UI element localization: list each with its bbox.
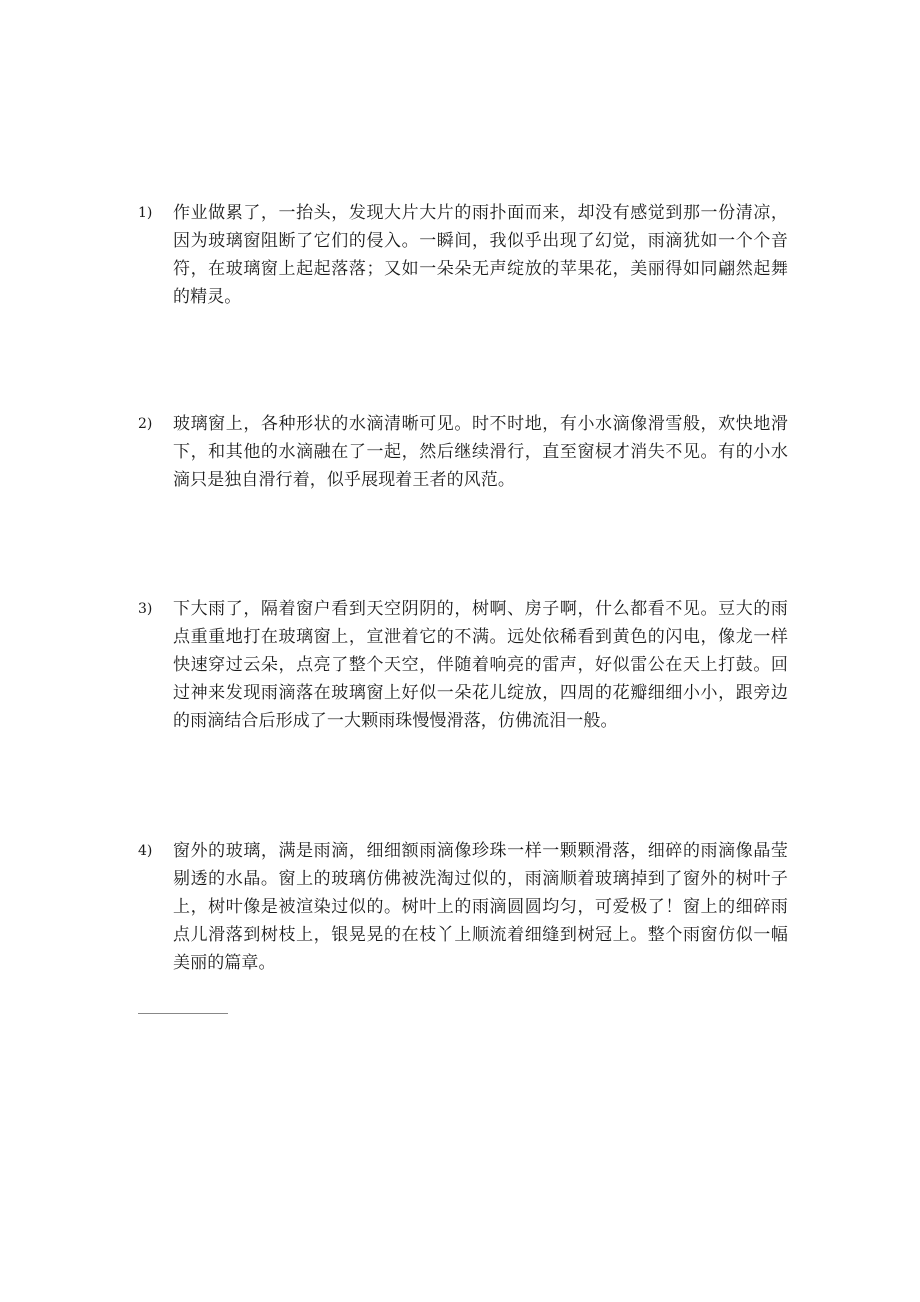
- paragraph-number: 2): [138, 416, 153, 432]
- paragraph-4: [138, 837, 788, 977]
- paragraph-number: 3): [138, 601, 153, 617]
- paragraph-text: 窗外的玻璃，满是雨滴，细细额雨滴像珍珠一样一颗颗滑落，细碎的雨滴像晶莹剔透的水晶。窗上的玻璃仿佛被洗淘过似的，雨滴顺着玻璃掉到了窗外的树叶子上，树叶像是被渲染过似的。树叶上的雨滴圆圆均匀，可爱极了！窗上的细碎雨点儿滑落到树枝上，银晃晃的在枝丫上顺流着细缝到树冠上。整个雨窗仿似一幅美丽的篇章。: [173, 841, 788, 973]
- paragraph-text: 玻璃窗上，各种形状的水滴清晰可见。时不时地，有小水滴像滑雪般，欢快地滑下，和其他的水滴融在了一起，然后继续滑行，直至窗棂才消失不见。有的小水滴只是独自滑行着，似乎展现着王者的风范。: [173, 414, 788, 490]
- paragraph-3: [138, 595, 788, 735]
- paragraph-text: 作业做累了，一抬头，发现大片大片的雨扑面而来，却没有感觉到那一份清凉，因为玻璃窗阻断了它们的侵入。一瞬间，我似乎出现了幻觉，雨滴犹如一个个音符，在玻璃窗上起起落落；又如一朵朵无声绽放的苹果花，美丽得如同翩然起舞的精灵。: [173, 203, 788, 307]
- paragraph-2: [138, 410, 788, 494]
- paragraph-number: 4): [138, 843, 153, 859]
- paragraph-text: 下大雨了，隔着窗户看到天空阴阴的，树啊、房子啊，什么都看不见。豆大的雨点重重地打在玻璃窗上，宣泄着它的不满。远处依稀看到黄色的闪电，像龙一样快速穿过云朵，点亮了整个天空，伴随着响亮的雷声，好似雷公在天上打鼓。回过神来发现雨滴落在玻璃窗上好似一朵花儿绽放，四周的花瓣细细小小，跟旁边的雨滴结合后形成了一大颗雨珠慢慢滑落，仿佛流泪一般。: [173, 599, 788, 731]
- footnote-separator: [138, 1013, 228, 1014]
- paragraph-number: 1): [138, 205, 153, 221]
- paragraph-1: [138, 199, 788, 311]
